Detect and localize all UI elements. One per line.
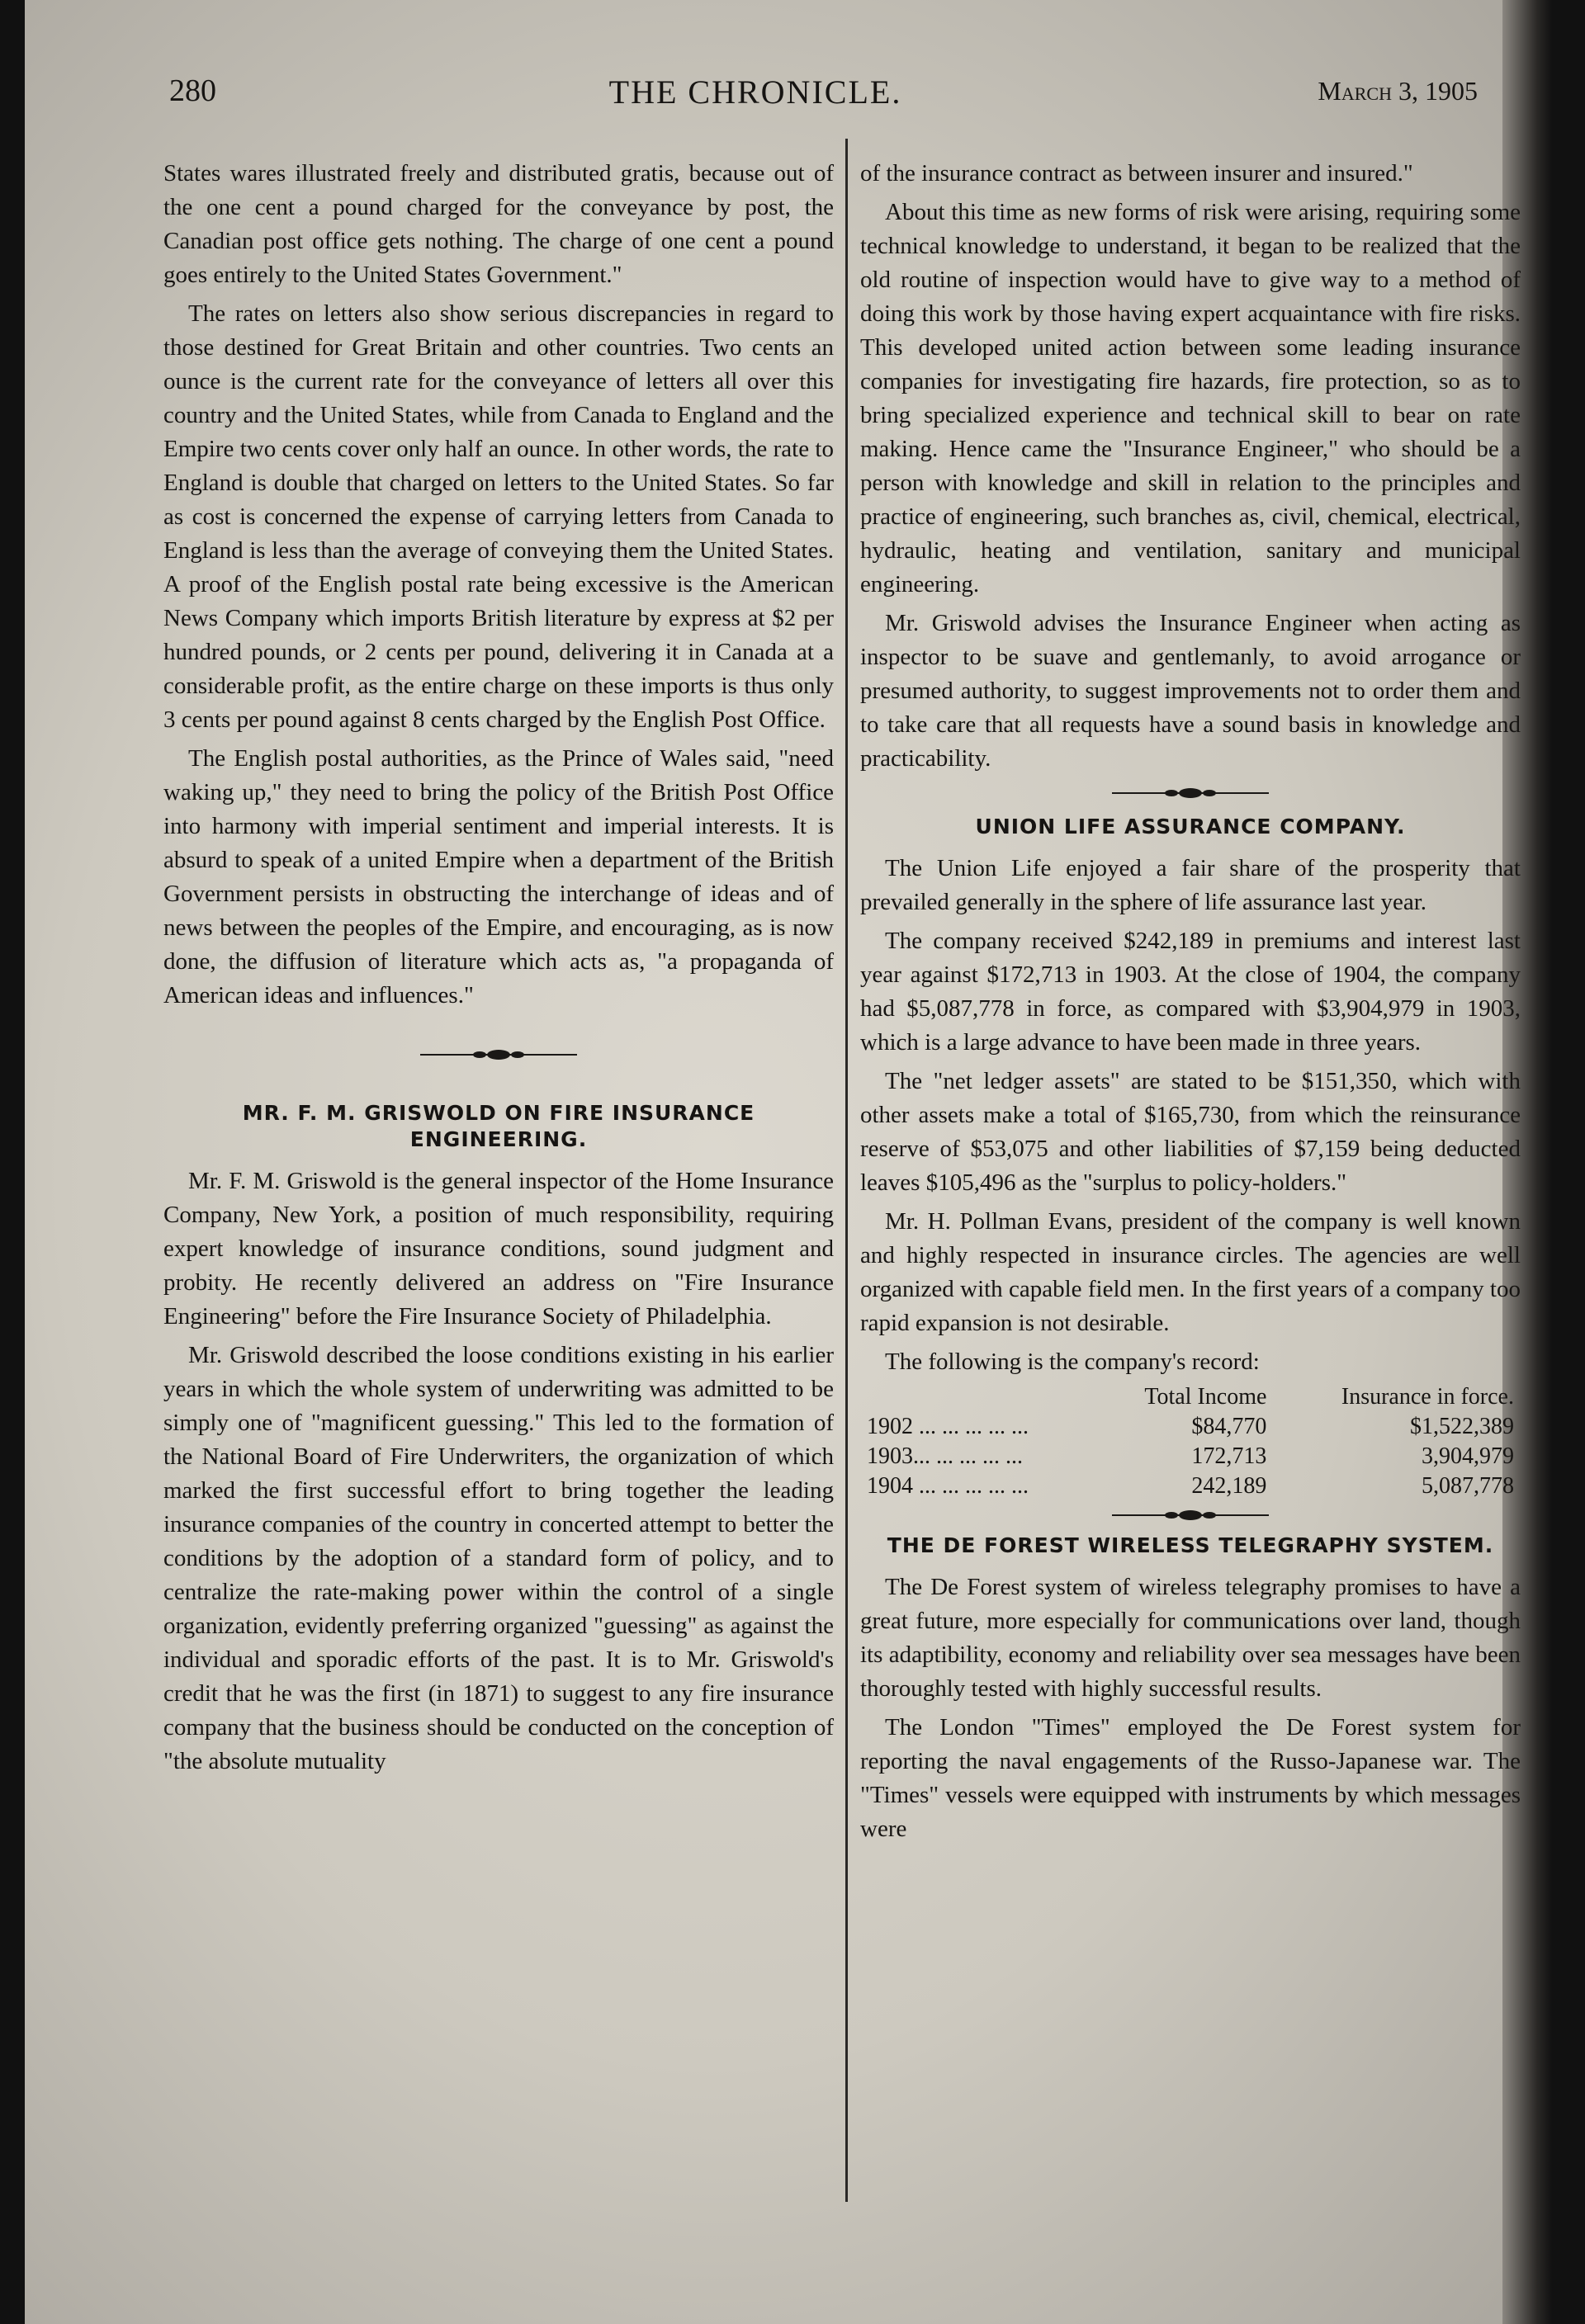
insurance-cell: $1,522,389 bbox=[1410, 1414, 1514, 1439]
income-cell: 242,189 bbox=[1191, 1473, 1267, 1499]
income-header: Total Income bbox=[1144, 1384, 1267, 1410]
insurance-header: Insurance in force. bbox=[1341, 1384, 1514, 1410]
article-heading: THE DE FOREST WIRELESS TELEGRAPHY SYSTEM. bbox=[887, 1533, 1494, 1557]
article-heading: MR. F. M. GRISWOLD ON FIRE INSURANCE ENGINEERING. bbox=[242, 1101, 755, 1151]
right-column bbox=[860, 157, 1521, 1851]
paragraph: The English postal authorities, as the Prince of Wales said, "need waking up," they need to bring the policy of the British Post Office into harmony with imperial sentiment and imperial interests. It is absurd to speak of a united Empire when a department of the British Government persists in obstructing the interchange of ideas and of news between the peoples of the Empire, and encouraging, as is now done, the diffusion of literature which acts as, "a propaganda of American ideas and influences." bbox=[163, 745, 834, 1008]
paragraph: Mr. Griswold advises the Insurance Engineer when acting as inspector to be suave and gentlemanly, to avoid arrogance or presumed authority, to suggest improvements not to order them and to take care that all requests have a sound basis in knowledge and practicability. bbox=[860, 610, 1521, 772]
ornament-divider bbox=[860, 1506, 1521, 1524]
year-cell: 1903... ... ... ... ... bbox=[867, 1443, 1023, 1469]
paragraph: The De Forest system of wireless telegraphy promises to have a great future, more especially for communications over land, though its adaptibility, economy and reliability over sea messages have been thoroughly tested with highly successful results. bbox=[860, 1574, 1521, 1702]
page-header bbox=[25, 73, 1486, 122]
insurance-cell: 5,087,778 bbox=[1422, 1473, 1514, 1499]
paragraph: Mr. H. Pollman Evans, president of the company is well known and highly respected in insurance circles. The agencies are well organized with capable field men. In the first years of a company too rapid expansion is not desirable. bbox=[860, 1208, 1521, 1336]
newspaper-page bbox=[25, 0, 1552, 2324]
paragraph: Mr. F. M. Griswold is the general inspector of the Home Insurance Company, New York, a position of much responsibility, requiring expert knowledge of insurance conditions, sound judgment and probity. He recently delivered an address on "Fire Insurance Engineering" before the Fire Insurance Society of Philadelphia. bbox=[163, 1168, 834, 1330]
year-cell: 1902 ... ... ... ... ... bbox=[867, 1414, 1029, 1439]
insurance-cell: 3,904,979 bbox=[1422, 1443, 1514, 1469]
table-header-row bbox=[860, 1382, 1521, 1412]
left-column bbox=[163, 157, 834, 1783]
year-cell: 1904 ... ... ... ... ... bbox=[867, 1473, 1029, 1499]
paragraph: The "net ledger assets" are stated to be $151,350, which with other assets make a total of $165,730, from which the reinsurance reserve of $53,075 and other liabilities of $7,159 being deducted leaves $105,496 as the "surplus to policy-holders." bbox=[860, 1068, 1521, 1196]
income-cell: 172,713 bbox=[1191, 1443, 1267, 1469]
publication-title: THE CHRONICLE. bbox=[608, 73, 902, 111]
table-row bbox=[860, 1442, 1521, 1471]
paragraph: of the insurance contract as between insurer and insured." bbox=[860, 160, 1413, 187]
paragraph: Mr. Griswold described the loose conditions existing in his earlier years in which the whole system of underwriting was admitted to be simply one of "magnificent guessing." This led to the formation of the National Board of Fire Underwriters, the organization of which marked the first successful effort to bring together the leading insurance companies of the country in concerted attempt to better the conditions by the adoption of a standard form of policy, and to centralize the rate-making power within the control of a single organization, evidently preferring organized "guessing" as against the individual and sporadic efforts of the past. It is to Mr. Griswold's credit that he was the first (in 1871) to suggest to any fire insurance company that the business should be conducted on the conception of "the absolute mutuality bbox=[163, 1342, 834, 1774]
table-row bbox=[860, 1471, 1521, 1501]
article-heading: UNION LIFE ASSURANCE COMPANY. bbox=[975, 815, 1406, 838]
page-number: 280 bbox=[169, 73, 216, 108]
table-caption: The following is the company's record: bbox=[885, 1349, 1260, 1375]
paragraph: The Union Life enjoyed a fair share of the prosperity that prevailed generally in the sphere of life assurance last year. bbox=[860, 855, 1521, 915]
company-record-table bbox=[860, 1382, 1521, 1501]
ornament-divider bbox=[860, 781, 1521, 805]
paragraph: About this time as new forms of risk were arising, requiring some technical knowledge to understand, it began to be realized that the old routine of inspection would have to give way to a method of doing this work by those having expert acquaintance with fire risks. This developed united action between some leading insurance companies for investigating fire hazards, fire protection, so as to bring specialized experience and technical skill to bear on rate making. Hence came the "Insurance Engineer," who should be a person with knowledge and skill in relation to the principles and practice of engineering, such branches as, civil, chemical, electrical, hydraulic, heating and ventilation, sanitary and municipal engineering. bbox=[860, 199, 1521, 598]
column-rule bbox=[845, 139, 848, 2202]
paragraph: States wares illustrated freely and distributed gratis, because out of the one cent a pound charged for the conveyance by post, the Canadian post office gets nothing. The charge of one cent a pound goes entirely to the United States Government." bbox=[163, 160, 834, 288]
issue-date: March 3, 1905 bbox=[1318, 76, 1478, 106]
paragraph: The company received $242,189 in premiums and interest last year against $172,713 in 1903. At the close of 1904, the company had $5,087,778 in force, as compared with $3,904,979 in 1903, which is a large advance to have been made in three years. bbox=[860, 928, 1521, 1056]
income-cell: $84,770 bbox=[1191, 1414, 1267, 1439]
table-row bbox=[860, 1412, 1521, 1442]
year-header bbox=[860, 1382, 1093, 1412]
ornament-divider bbox=[163, 1018, 834, 1092]
paragraph: The London "Times" employed the De Forest system for reporting the naval engagements of the Russo-Japanese war. The "Times" vessels were equipped with instruments by which messages were bbox=[860, 1714, 1521, 1842]
paragraph: The rates on letters also show serious discrepancies in regard to those destined for Great Britain and other countries. Two cents an ounce is the current rate for the conveyance of letters all over this country and the United States, while from Canada to England and the Empire two cents cover only half an ounce. In other words, the rate to England is double that charged on letters to the United States. So far as cost is concerned the expense of carrying letters from Canada to England is less than the average of conveying them the United States. A proof of the English postal rate being excessive is the American News Company which imports British literature by express at $2 per hundred pounds, or 2 cents per pound, delivering it in Canada at a considerable profit, as the entire charge on these imports is thus only 3 cents per pound against 8 cents charged by the English Post Office. bbox=[163, 300, 834, 733]
